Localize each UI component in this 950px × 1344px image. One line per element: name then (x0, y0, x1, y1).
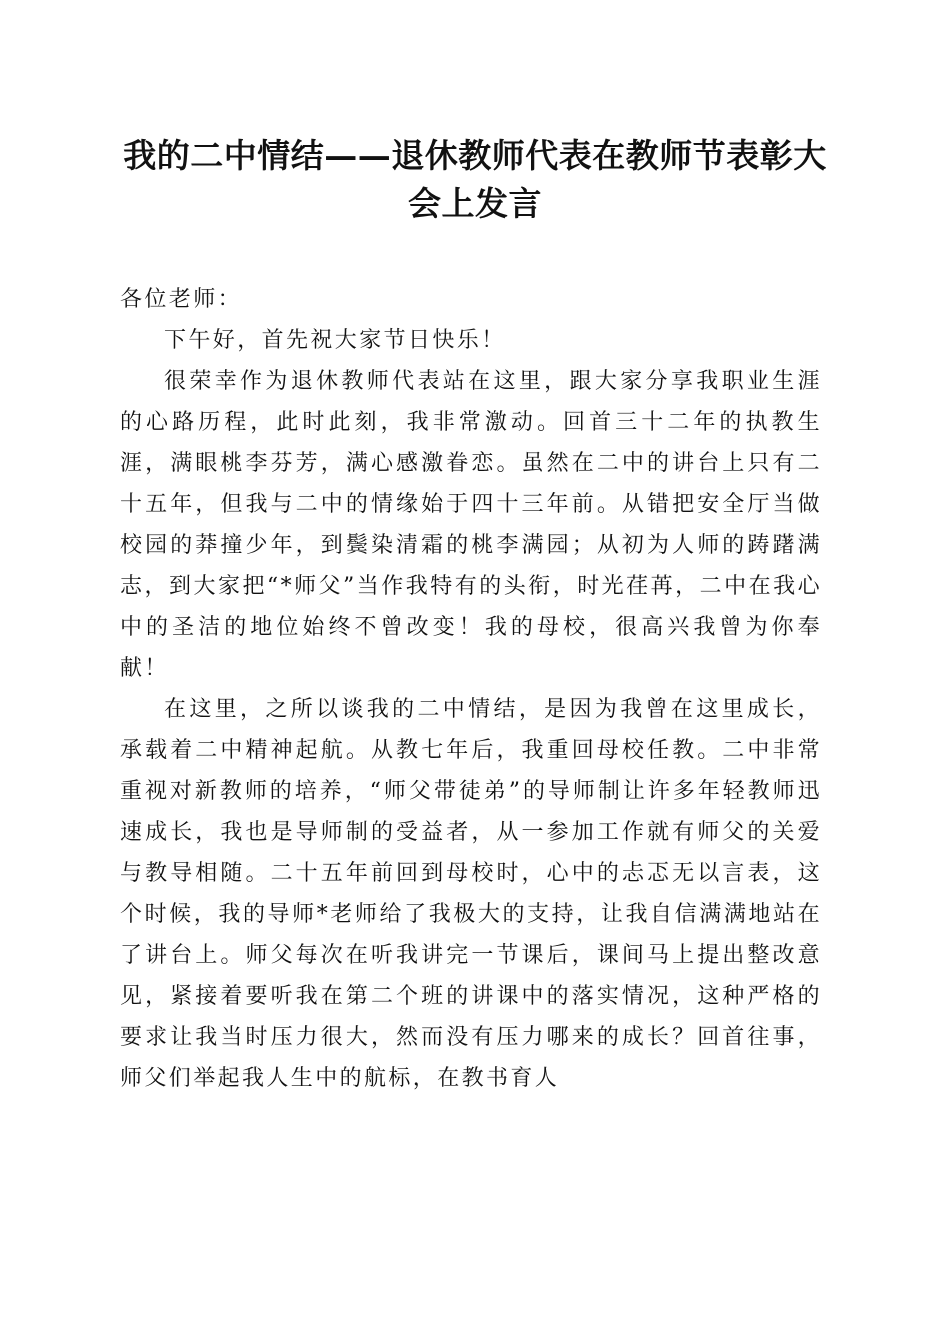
document-title: 我的二中情结——退休教师代表在教师节表彰大会上发言 (123, 136, 827, 223)
salutation: 各位老师： (120, 287, 243, 312)
document-body (120, 279, 822, 1099)
paragraph-greeting: 下午好，首先祝大家节日快乐！ (164, 328, 506, 353)
paragraph-mentorship: 在这里，之所以谈我的二中情结，是因为我曾在这里成长，承载着二中精神起航。从教七年后，我重回母校任教。二中非常重视对新教师的培养，“师父带徒弟”的导师制让许多年轻教师迅速成长，我也是导师制的受益者，从一参加工作就有师父的关爱与教导相随。二十五年前回到母校时，心中的忐忑无以言表，这个时候，我的导师*老师给了我极大的支持，让我自信满满地站在了讲台上。师父每次在听我讲完一节课后，课间马上提出整改意见，紧接着要听我在第二个班的讲课中的落实情况，这种严格的要求让我当时压力很大，然而没有压力哪来的成长？回首往事，师父们举起我人生中的航标，在教书育人 (120, 697, 822, 1091)
paragraph-career: 很荣幸作为退休教师代表站在这里，跟大家分享我职业生涯的心路历程，此时此刻，我非常激动。回首三十二年的执教生涯，满眼桃李芬芳，满心感激眷恋。虽然在二中的讲台上只有二十五年，但我与二中的情缘始于四十三年前。从错把安全厅当做校园的莽撞少年，到鬓染清霜的桃李满园；从初为人师的踌躇满志，到大家把“*师父”当作我特有的头衔，时光荏苒，二中在我心中的圣洁的地位始终不曾改变！我的母校，很高兴我曾为你奉献！ (120, 369, 822, 681)
